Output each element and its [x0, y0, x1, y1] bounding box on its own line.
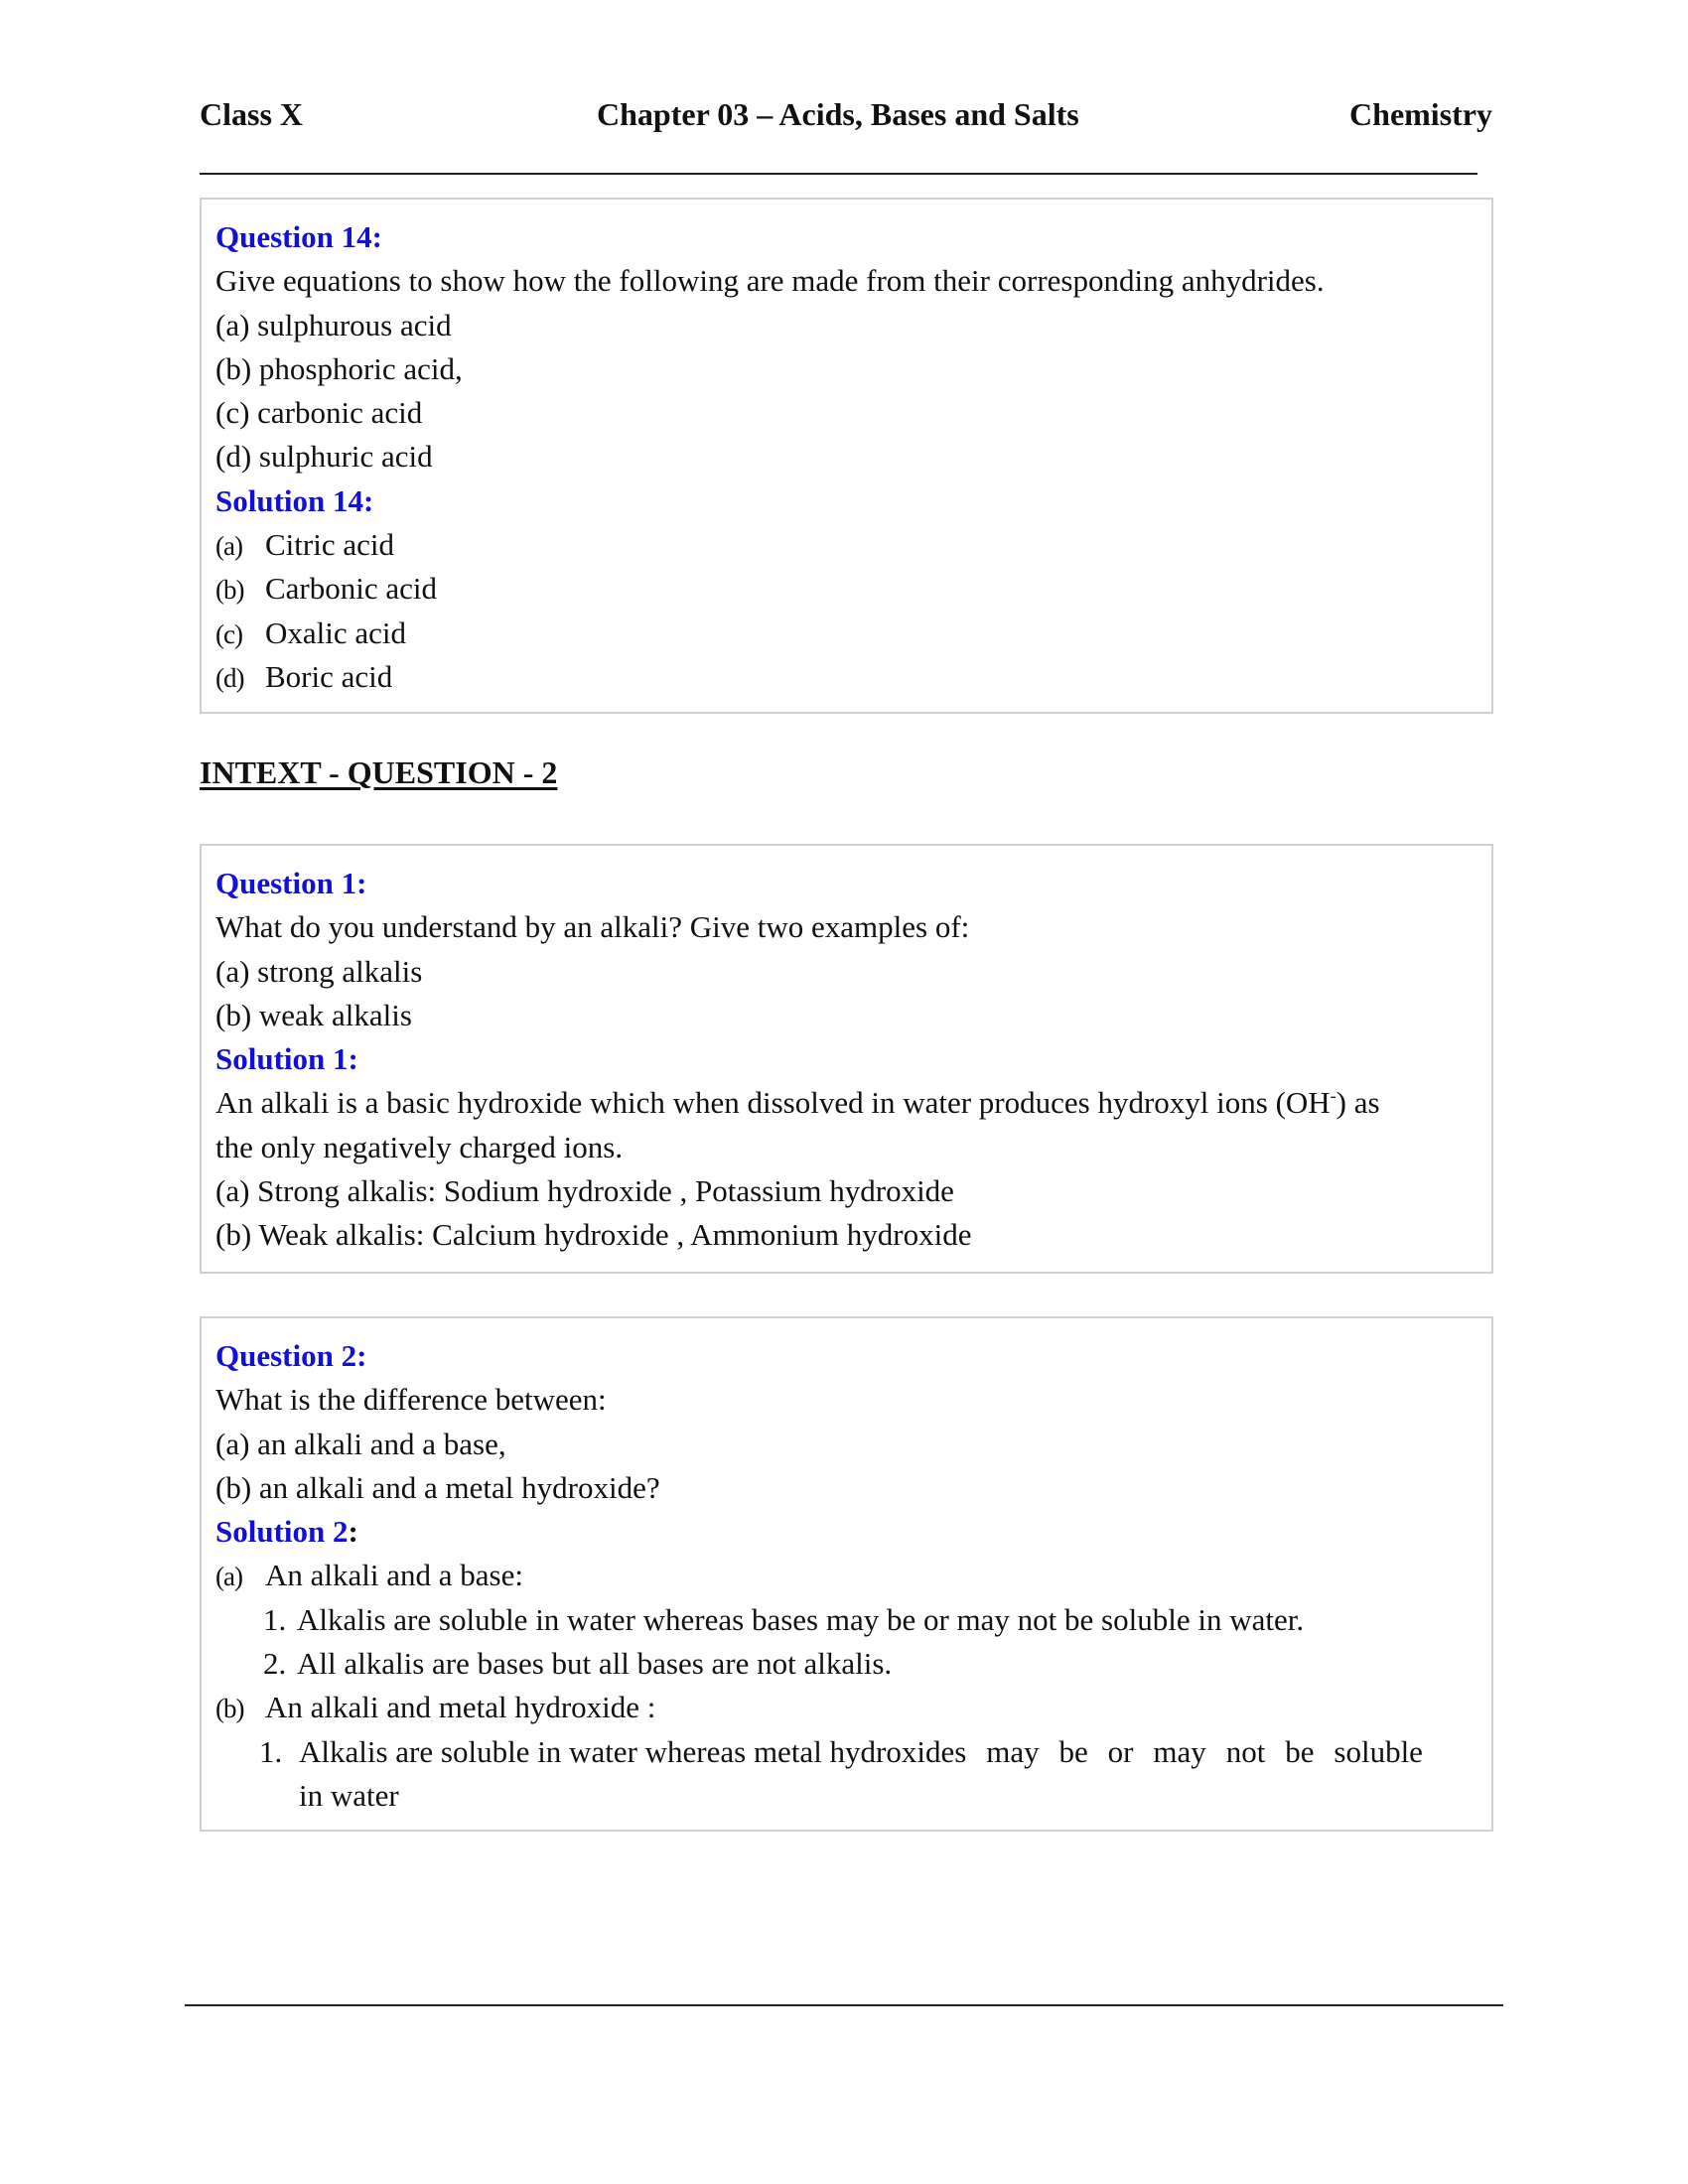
solution-2-label: Solution 2 — [215, 1514, 349, 1550]
question-14-text: Give equations to show how the following are made from their corresponding anhydrides. — [215, 263, 1325, 299]
solution-1-answer-b: (b) Weak alkalis: Calcium hydroxide , Ammonium hydroxide — [215, 1217, 972, 1253]
header-class: Class X — [200, 96, 304, 132]
point-word: not — [1225, 1733, 1266, 1769]
question-1-title: Question 1: — [215, 866, 367, 900]
solution-14-answer-d — [215, 655, 1491, 699]
question-1-option-b: (b) weak alkalis — [215, 997, 412, 1032]
point-number: 1. — [259, 1733, 283, 1769]
answer-label: (c) — [215, 618, 242, 649]
part-text: An alkali and a base: — [265, 1558, 523, 1593]
point-word: Alkalis are soluble in water whereas metal hydroxides — [299, 1733, 967, 1769]
point-text: All alkalis are bases but all bases are not alkalis. — [297, 1646, 893, 1682]
hydroxyl-charge: - — [1330, 1086, 1336, 1107]
solution-2-part-a — [215, 1554, 1491, 1597]
solution-14-answer-c — [215, 612, 1491, 655]
point-word: or — [1107, 1733, 1134, 1769]
point-word: may — [1153, 1733, 1206, 1769]
solution-1-answer-a: (a) Strong alkalis: Sodium hydroxide , Potassium hydroxide — [215, 1173, 954, 1209]
answer-text: Oxalic acid — [265, 614, 407, 650]
question-14-option-c: (c) carbonic acid — [215, 395, 423, 431]
solution-2-part-b-point-1 — [215, 1730, 1491, 1774]
point-word: soluble — [1334, 1733, 1423, 1769]
header-subject: Chemistry — [1349, 96, 1492, 132]
answer-label: (d) — [215, 662, 244, 693]
solution-2-part-a-point-2 — [215, 1642, 1491, 1686]
solution-1-title: Solution 1: — [215, 1041, 358, 1077]
question-2-title: Question 2: — [215, 1338, 367, 1373]
question-14-option-d: (d) sulphuric acid — [215, 439, 433, 475]
answer-text: Boric acid — [265, 658, 393, 694]
question-2-box — [200, 1316, 1493, 1832]
page-header — [200, 96, 1492, 144]
solution-1-line-1 — [215, 1081, 1491, 1125]
solution-2-colon: : — [348, 1514, 358, 1550]
question-1-option-a: (a) strong alkalis — [215, 953, 423, 989]
question-14-box — [200, 198, 1493, 714]
solution-2-title — [215, 1510, 1491, 1554]
point-text — [299, 1730, 1423, 1774]
question-14-title: Question 14: — [215, 219, 382, 254]
point-word: be — [1058, 1733, 1088, 1769]
point-text: Alkalis are soluble in water whereas bases may be or may not be soluble in water. — [297, 1601, 1305, 1637]
solution-1-line-2: the only negatively charged ions. — [215, 1129, 624, 1164]
point-number: 2. — [263, 1646, 287, 1682]
point-word: be — [1285, 1733, 1315, 1769]
question-14-option-a: (a) sulphurous acid — [215, 307, 452, 342]
solution-1-line-1-text: An alkali is a basic hydroxide which when dissolved in water produces hydroxyl ions (OH — [215, 1085, 1331, 1121]
section-title: INTEXT - QUESTION - 2 — [200, 754, 558, 790]
part-label: (a) — [215, 1562, 242, 1592]
part-text: An alkali and metal hydroxide : — [265, 1690, 656, 1725]
answer-label: (a) — [215, 531, 242, 562]
header-chapter: Chapter 03 – Acids, Bases and Salts — [597, 96, 1079, 132]
question-1-box — [200, 844, 1493, 1274]
question-1-text: What do you understand by an alkali? Give two examples of: — [215, 909, 970, 945]
question-2-option-b: (b) an alkali and a metal hydroxide? — [215, 1469, 660, 1505]
footer-divider — [185, 2004, 1503, 2006]
answer-label: (b) — [215, 575, 244, 606]
solution-2-part-b — [215, 1686, 1491, 1729]
answer-text: Citric acid — [265, 527, 394, 563]
header-divider — [200, 173, 1477, 175]
question-2-text: What is the difference between: — [215, 1382, 607, 1418]
solution-1-line-1-end: ) as — [1336, 1085, 1380, 1121]
part-label: (b) — [215, 1694, 244, 1724]
solution-14-answer-b — [215, 567, 1491, 611]
solution-2-part-b-point-1-continued: in water — [299, 1777, 399, 1813]
solution-14-title: Solution 14: — [215, 482, 374, 518]
point-word: may — [986, 1733, 1040, 1769]
question-14-option-b: (b) phosphoric acid, — [215, 350, 463, 386]
solution-2-part-a-point-1 — [215, 1598, 1491, 1642]
answer-text: Carbonic acid — [265, 571, 438, 607]
question-2-option-a: (a) an alkali and a base, — [215, 1426, 506, 1461]
solution-14-answer-a — [215, 523, 1491, 567]
point-number: 1. — [263, 1601, 287, 1637]
